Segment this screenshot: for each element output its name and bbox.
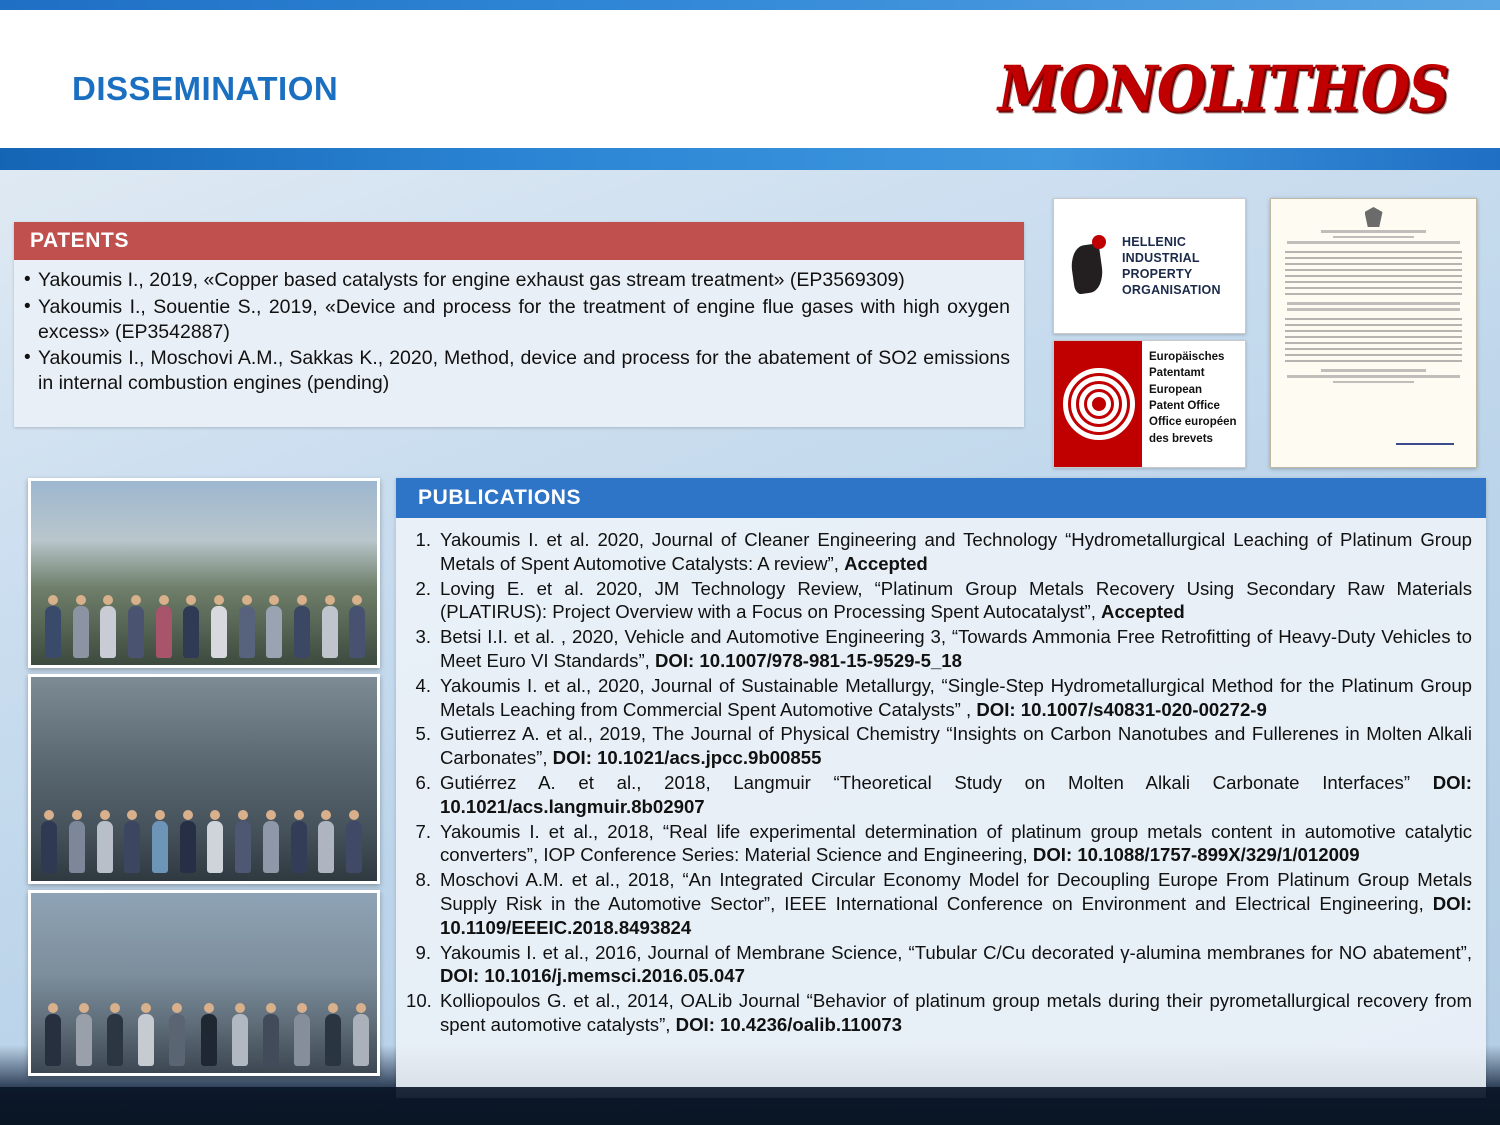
list-item	[406, 528, 1472, 576]
patent-text: Yakoumis I., Moschovi A.M., Sakkas K., 2020, Method, device and process for the abatement of SO2 emissions in internal combustion engines (pending)	[38, 347, 1010, 394]
item-number: 2.	[415, 577, 431, 599]
list-item	[406, 989, 1472, 1037]
epo-line-4: Patent Office	[1149, 399, 1220, 412]
list-item	[24, 295, 1010, 345]
publication-text: Yakoumis I. et al. 2020, Journal of Cleaner Engineering and Technology “Hydrometallurgical Leaching of Platinum Group Metals of Spent Automotive Catalysts: A review”, Accepted	[440, 529, 1472, 574]
publication-doi: DOI: 10.1007/s40831-020-00272-9	[976, 698, 1267, 720]
brand-logo-monolithos: MONOLITHOS	[997, 52, 1448, 126]
list-item	[406, 868, 1472, 939]
epo-line-6: des brevets	[1149, 432, 1213, 445]
certificate-signature	[1396, 417, 1454, 445]
photo-gallery	[28, 478, 380, 1076]
publication-doi: DOI: 10.1088/1757-899X/329/1/012009	[1032, 844, 1360, 866]
page-title: DISSEMINATION	[72, 70, 339, 107]
bullet-icon: •	[24, 269, 31, 290]
publication-text: Betsi I.I. et al. , 2020, Vehicle and Automotive Engineering 3, “Towards Ammonia Free Retrofitting of Heavy-Duty Vehicles to Meet Euro VI Standards”, DOI: 10.1007/978-981-15-9529-5_18	[440, 626, 1472, 671]
list-item	[406, 625, 1472, 673]
header-divider-band	[0, 148, 1500, 170]
publication-text: Yakoumis I. et al., 2016, Journal of Membrane Science, “Tubular C/Cu decorated γ-alumina membranes for NO abatement”, DOI: 10.1016/j.memsci.2016.05.047	[440, 941, 1472, 987]
publication-doi: Accepted	[844, 552, 928, 574]
list-item	[406, 820, 1472, 868]
group-photo-rooftop	[28, 890, 380, 1076]
publications-heading: PUBLICATIONS	[396, 478, 1486, 518]
epo-line-3: European	[1149, 383, 1203, 396]
patent-logos	[1053, 198, 1246, 468]
hipo-emblem-icon	[1066, 231, 1114, 301]
item-number: 3.	[415, 626, 431, 648]
crowd-figures	[31, 755, 377, 881]
european-patent-office-logo	[1053, 340, 1246, 468]
list-item	[406, 941, 1472, 989]
list-item	[406, 722, 1472, 770]
group-photo-outdoor-terrace	[28, 478, 380, 668]
list-item	[406, 577, 1472, 625]
publications-list	[396, 518, 1486, 1037]
crowd-figures	[31, 551, 377, 665]
epo-line-1: Europäisches	[1149, 351, 1225, 363]
publication-text: Kolliopoulos G. et al., 2014, OALib Journal “Behavior of platinum group metals during their pyrometallurgical recovery from spent automotive catalysts”, DOI: 10.4236/oalib.110073	[440, 990, 1472, 1035]
bullet-icon: •	[24, 347, 31, 369]
item-number: 1.	[415, 529, 431, 550]
item-number: 10.	[406, 990, 432, 1012]
list-item	[406, 771, 1472, 819]
item-number: 5.	[415, 723, 431, 745]
hipo-line-1: HELLENIC	[1122, 235, 1187, 249]
patent-text: Yakoumis I., Souentie S., 2019, «Device and process for the treatment of engine flue gases with high oxygen excess» (EP3542887)	[38, 295, 1010, 343]
list-item	[24, 268, 1010, 293]
publication-doi: DOI: 10.1109/EEEIC.2018.8493824	[440, 892, 1472, 938]
epo-line-5: Office européen	[1149, 416, 1237, 429]
item-number: 7.	[415, 820, 431, 842]
patents-panel	[14, 222, 1024, 427]
item-number: 8.	[415, 869, 431, 891]
item-number: 9.	[415, 941, 431, 963]
patent-text: Yakoumis I., 2019, «Copper based catalysts for engine exhaust gas stream treatment» (EP3569309)	[38, 269, 905, 291]
bullet-icon: •	[24, 295, 31, 317]
publication-doi: DOI: 10.1016/j.memsci.2016.05.047	[440, 965, 745, 987]
list-item	[24, 346, 1010, 396]
publication-text: Loving E. et al. 2020, JM Technology Review, “Platinum Group Metals Recovery Using Secondary Raw Materials (PLATIRUS): Project Overview with a Focus on Processing Spent Autocatalyst”, Accepted	[440, 577, 1472, 623]
epo-logo-text	[1142, 341, 1245, 467]
hellenic-industrial-property-organisation-logo	[1053, 198, 1246, 334]
item-number: 4.	[415, 674, 431, 696]
publication-text: Yakoumis I. et al., 2020, Journal of Sustainable Metallurgy, “Single-Step Hydrometallurgical Method for the Platinum Group Metals Leaching from Commercial Spent Automotive Catalysts” , DOI: 10.1007/s40831-020-00272-9	[440, 674, 1472, 720]
hipo-logo-text	[1122, 234, 1221, 298]
list-item	[406, 674, 1472, 722]
epo-rings-icon	[1054, 341, 1142, 467]
top-accent-bar	[0, 0, 1500, 10]
hipo-line-4: ORGANISATION	[1122, 283, 1221, 297]
publication-text: Gutiérrez A. et al., 2018, Langmuir “Theoretical Study on Molten Alkali Carbonate Interfaces” DOI: 10.1021/acs.langmuir.8b02907	[440, 771, 1472, 817]
patent-certificate-image	[1270, 198, 1477, 468]
publication-doi: DOI: 10.1007/978-981-15-9529-5_18	[654, 649, 962, 671]
item-number: 6.	[415, 771, 431, 793]
publications-panel	[396, 478, 1486, 1098]
publication-text: Yakoumis I. et al., 2018, “Real life experimental determination of platinum group metals content in automotive catalytic converters”, IOP Conference Series: Material Science and Engineering, DOI: 10.1088/1757-899X/329/1/012009	[440, 820, 1472, 866]
slide-header	[0, 10, 1500, 148]
patents-list	[14, 260, 1024, 396]
hipo-line-2: INDUSTRIAL	[1122, 251, 1200, 265]
crowd-figures	[31, 961, 377, 1073]
publication-doi: DOI: 10.4236/oalib.110073	[675, 1013, 903, 1035]
publication-doi: DOI: 10.1021/acs.jpcc.9b00855	[552, 747, 822, 769]
publication-doi: Accepted	[1101, 601, 1185, 623]
publication-text: Gutierrez A. et al., 2019, The Journal of Physical Chemistry “Insights on Carbon Nanotubes and Fullerenes in Molten Alkali Carbonates”, DOI: 10.1021/acs.jpcc.9b00855	[440, 723, 1472, 769]
group-photo-building-entrance	[28, 674, 380, 884]
publication-doi: DOI: 10.1021/acs.langmuir.8b02907	[440, 771, 1472, 817]
hipo-line-3: PROPERTY	[1122, 267, 1193, 281]
certificate-crest-icon	[1365, 207, 1383, 227]
publication-text: Moschovi A.M. et al., 2018, “An Integrated Circular Economy Model for Decoupling Europe From Platinum Group Metals Supply Risk in the Automotive Sector”, IEEE International Conference on Environment and Electrical Engineering, DOI: 10.1109/EEEIC.2018.8493824	[440, 869, 1472, 938]
epo-line-2: Patentamt	[1149, 367, 1205, 380]
bottom-dark-strip	[0, 1087, 1500, 1125]
patents-heading: PATENTS	[14, 222, 1024, 260]
